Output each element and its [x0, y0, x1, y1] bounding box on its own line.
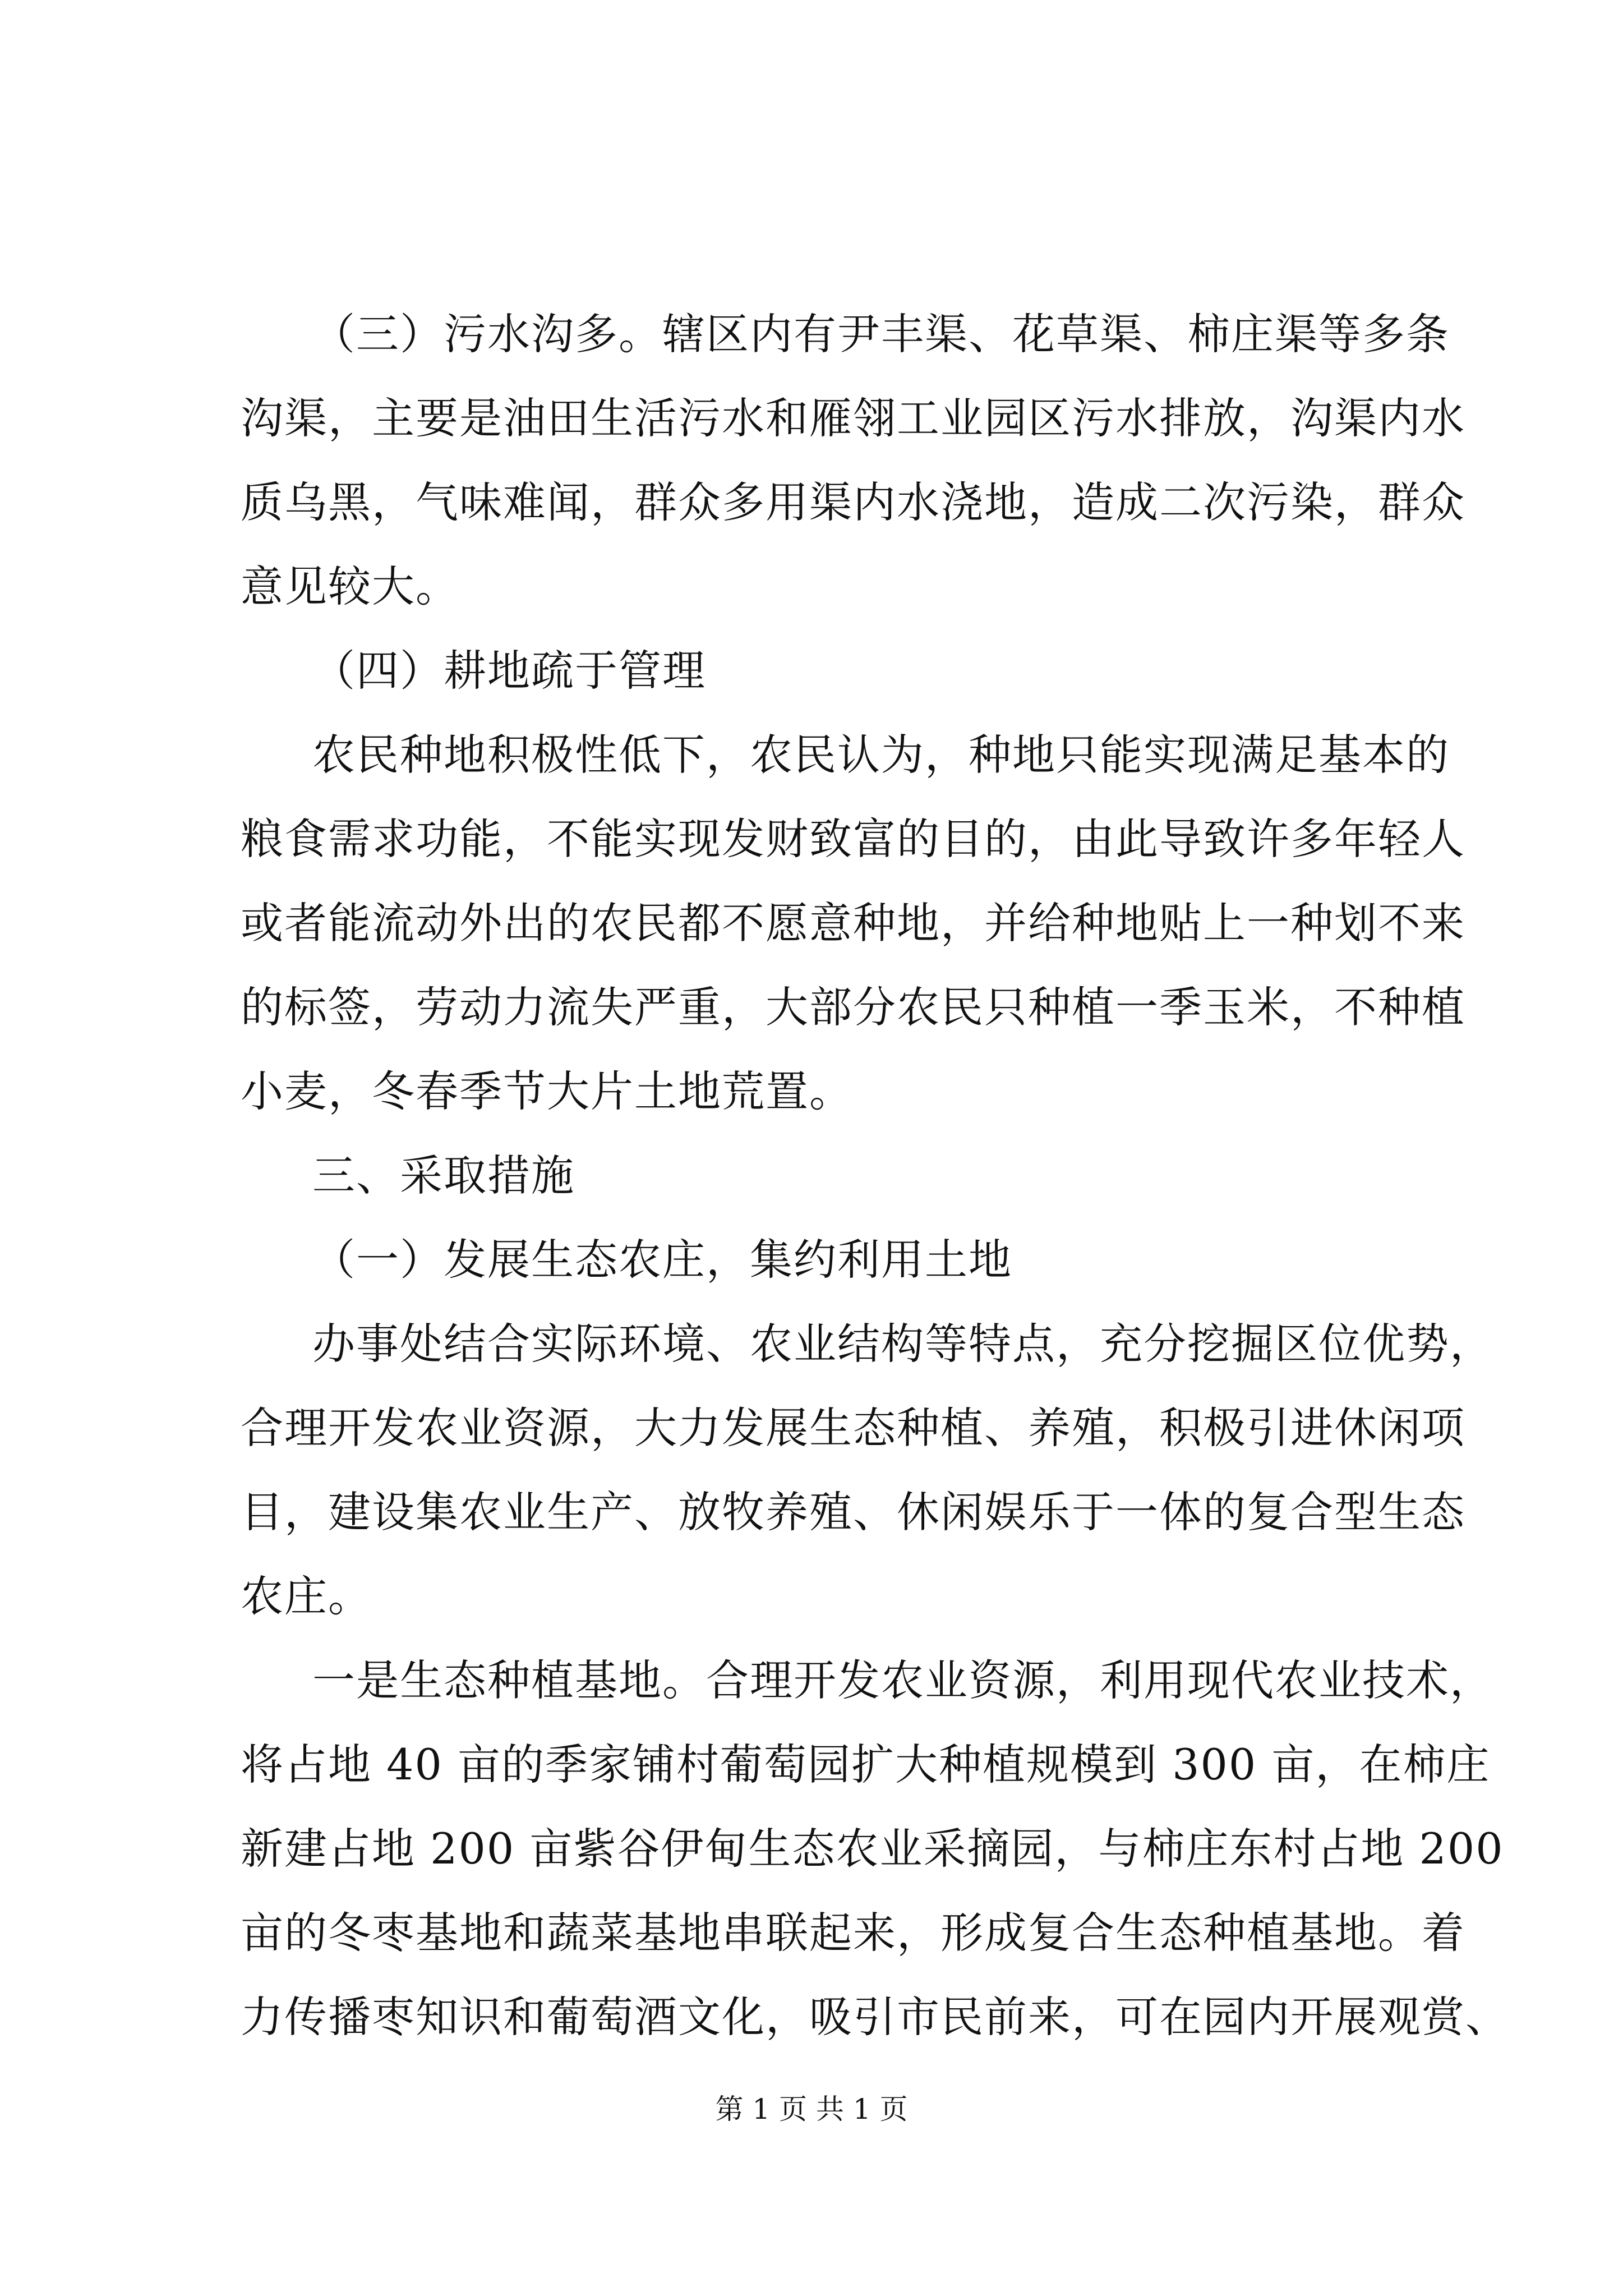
text-line: 亩的冬枣基地和蔬菜基地串联起来，形成复合生态种植基地。着 [241, 1908, 1465, 1958]
text-line: 办事处结合实际环境、农业结构等特点，充分挖掘区位优势， [312, 1319, 1493, 1369]
text-line: 粮食需求功能，不能实现发财致富的目的，由此导致许多年轻人 [241, 814, 1465, 864]
text-line: 将占地 40 亩的季家铺村葡萄园扩大种植规模到 300 亩，在柿庄 [241, 1740, 1491, 1789]
page-footer: 第 1 页 共 1 页 [715, 2093, 908, 2125]
text-line: 力传播枣知识和葡萄酒文化，吸引市民前来，可在园内开展观赏、 [241, 1992, 1509, 2042]
section-heading: （四）耕地疏于管理 [312, 646, 706, 696]
text-line: 小麦，冬春季节大片土地荒置。 [241, 1066, 853, 1116]
text-line: 的标签，劳动力流失严重，大部分农民只种植一季玉米，不种植 [241, 982, 1465, 1032]
text-line: 农庄。 [241, 1571, 372, 1621]
text-line: 一是生态种植基地。合理开发农业资源，利用现代农业技术， [312, 1655, 1493, 1705]
text-line: 农民种地积极性低下，农民认为，种地只能实现满足基本的 [312, 730, 1450, 780]
text-line: 目，建设集农业生产、放牧养殖、休闲娱乐于一体的复合型生态 [241, 1487, 1465, 1537]
text-line: 沟渠，主要是油田生活污水和雁翎工业园区污水排放，沟渠内水 [241, 393, 1465, 443]
text-line: 或者能流动外出的农民都不愿意种地，并给种地贴上一种划不来 [241, 898, 1465, 948]
text-line: 质乌黑，气味难闻，群众多用渠内水浇地，造成二次污染，群众 [241, 477, 1465, 527]
text-line: 新建占地 200 亩紫谷伊甸生态农业采摘园，与柿庄东村占地 200 [241, 1824, 1504, 1874]
section-heading: 三、采取措施 [312, 1151, 575, 1200]
text-line: 意见较大。 [241, 562, 459, 611]
text-line: （三）污水沟多。辖区内有尹丰渠、花草渠、柿庄渠等多条 [312, 309, 1450, 359]
text-line: 合理开发农业资源，大力发展生态种植、养殖，积极引进休闲项 [241, 1403, 1465, 1453]
section-heading: （一）发展生态农庄，集约利用土地 [312, 1235, 1012, 1285]
